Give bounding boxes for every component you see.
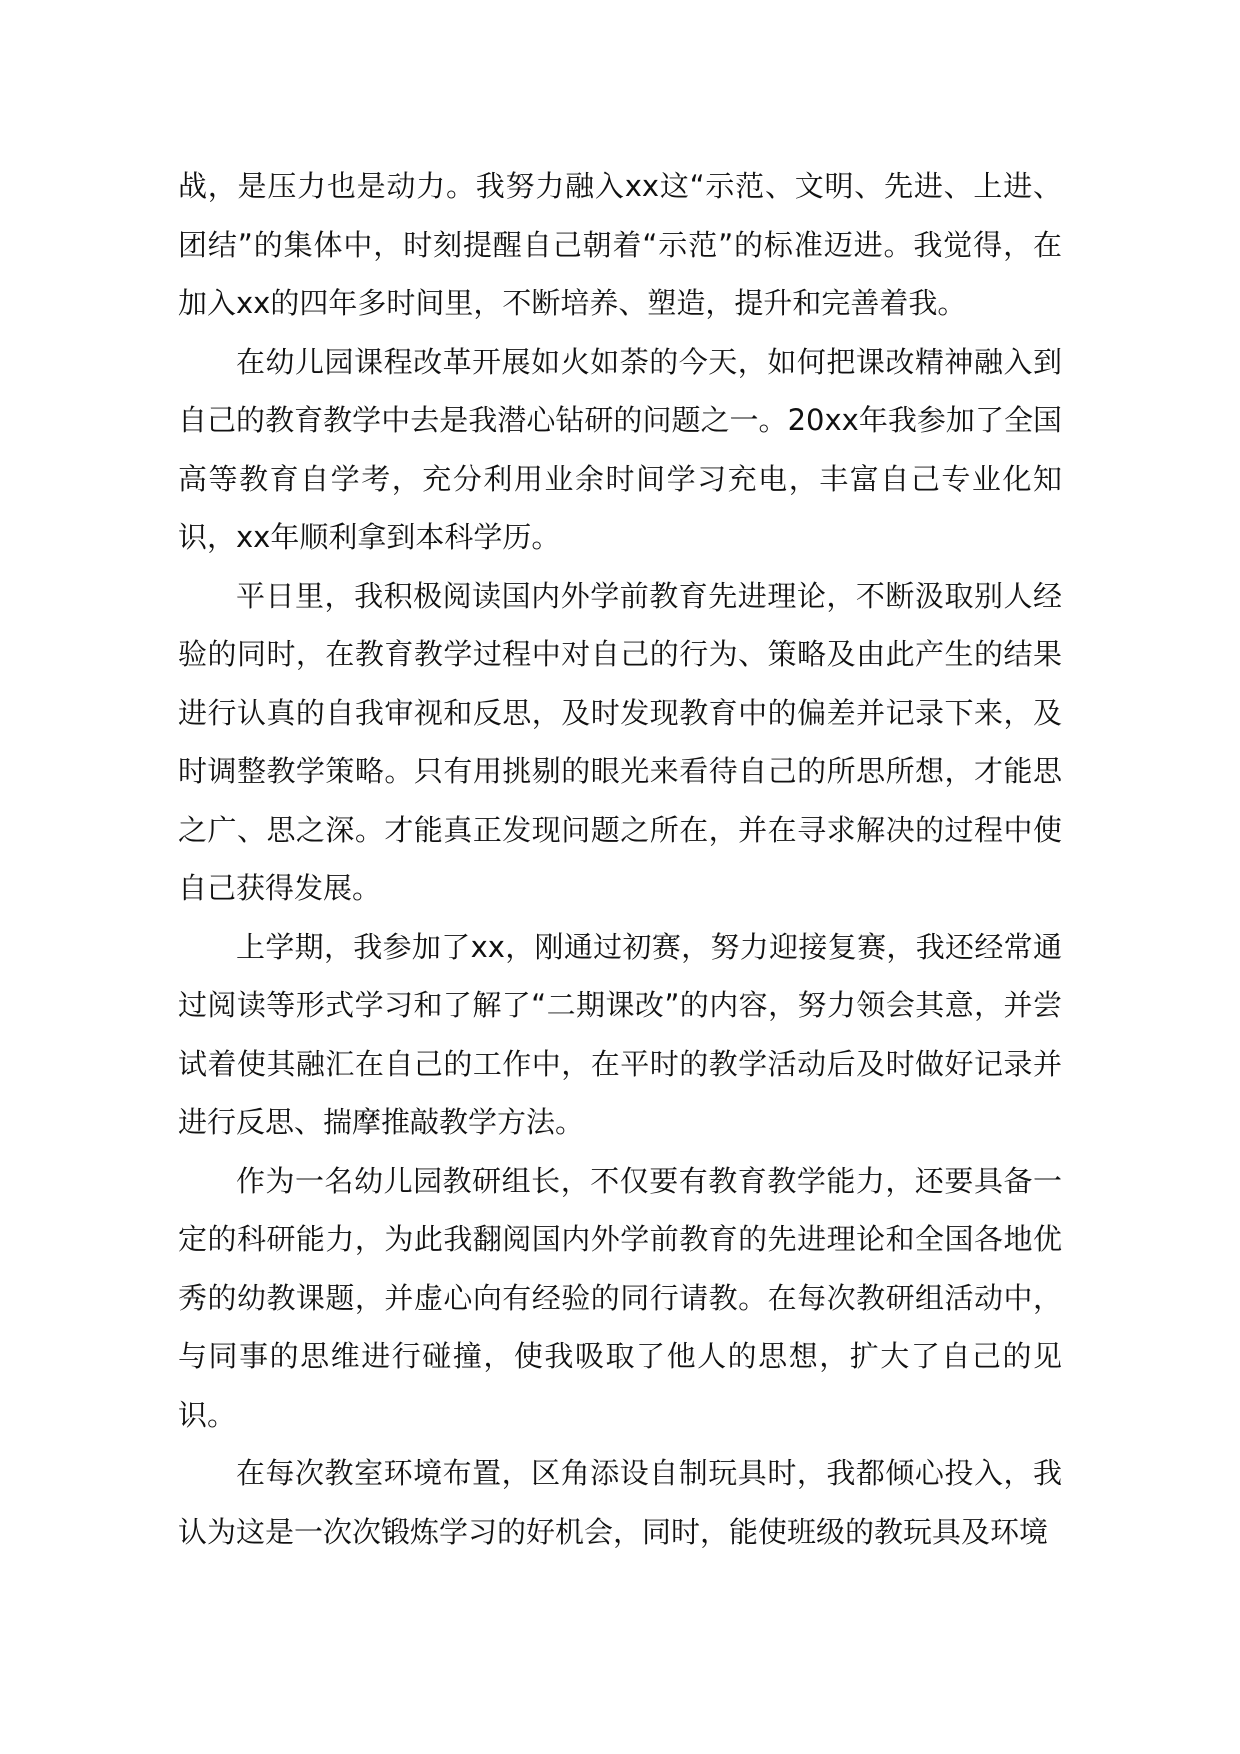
paragraph-5: 作为一名幼儿园教研组长，不仅要有教育教学能力，还要具备一定的科研能力，为此我翻阅国内外学前教育的先进理论和全国各地优秀的幼教课题，并虚心向有经验的同行请教。在每次教研组活动中，与同事的思维进行碰撞，使我吸取了他人的思想，扩大了自己的见识。 xyxy=(178,1163,1062,1432)
paragraph-4: 上学期，我参加了xx，刚通过初赛，努力迎接复赛，我还经常通过阅读等形式学习和了解了“二期课改”的内容，努力领会其意，并尝试着使其融汇在自己的工作中，在平时的教学活动后及时做好记录并进行反思、揣摩推敲教学方法。 xyxy=(178,929,1062,1139)
paragraph-1: 战，是压力也是动力。我努力融入xx这“示范、文明、先进、上进、团结”的集体中，时刻提醒自己朝着“示范”的标准迈进。我觉得，在加入xx的四年多时间里，不断培养、塑造，提升和完善着我。 xyxy=(178,169,1062,320)
paragraph-2: 在幼儿园课程改革开展如火如荼的今天，如何把课改精神融入到自己的教育教学中去是我潜心钻研的问题之一。20xx年我参加了全国高等教育自学考，充分利用业余时间学习充电，丰富自己专业化知识，xx年顺利拿到本科学历。 xyxy=(178,344,1062,554)
paragraph-3: 平日里，我积极阅读国内外学前教育先进理论，不断汲取别人经验的同时，在教育教学过程中对自己的行为、策略及由此产生的结果进行认真的自我审视和反思，及时发现教育中的偏差并记录下来，及时调整教学策略。只有用挑剔的眼光来看待自己的所思所想，才能思之广、思之深。才能真正发现问题之所在，并在寻求解决的过程中使自己获得发展。 xyxy=(178,578,1062,905)
paragraph-6: 在每次教室环境布置，区角添设自制玩具时，我都倾心投入，我认为这是一次次锻炼学习的好机会，同时，能使班级的教玩具及环境 xyxy=(178,1456,1062,1549)
body-text xyxy=(178,157,1062,1561)
